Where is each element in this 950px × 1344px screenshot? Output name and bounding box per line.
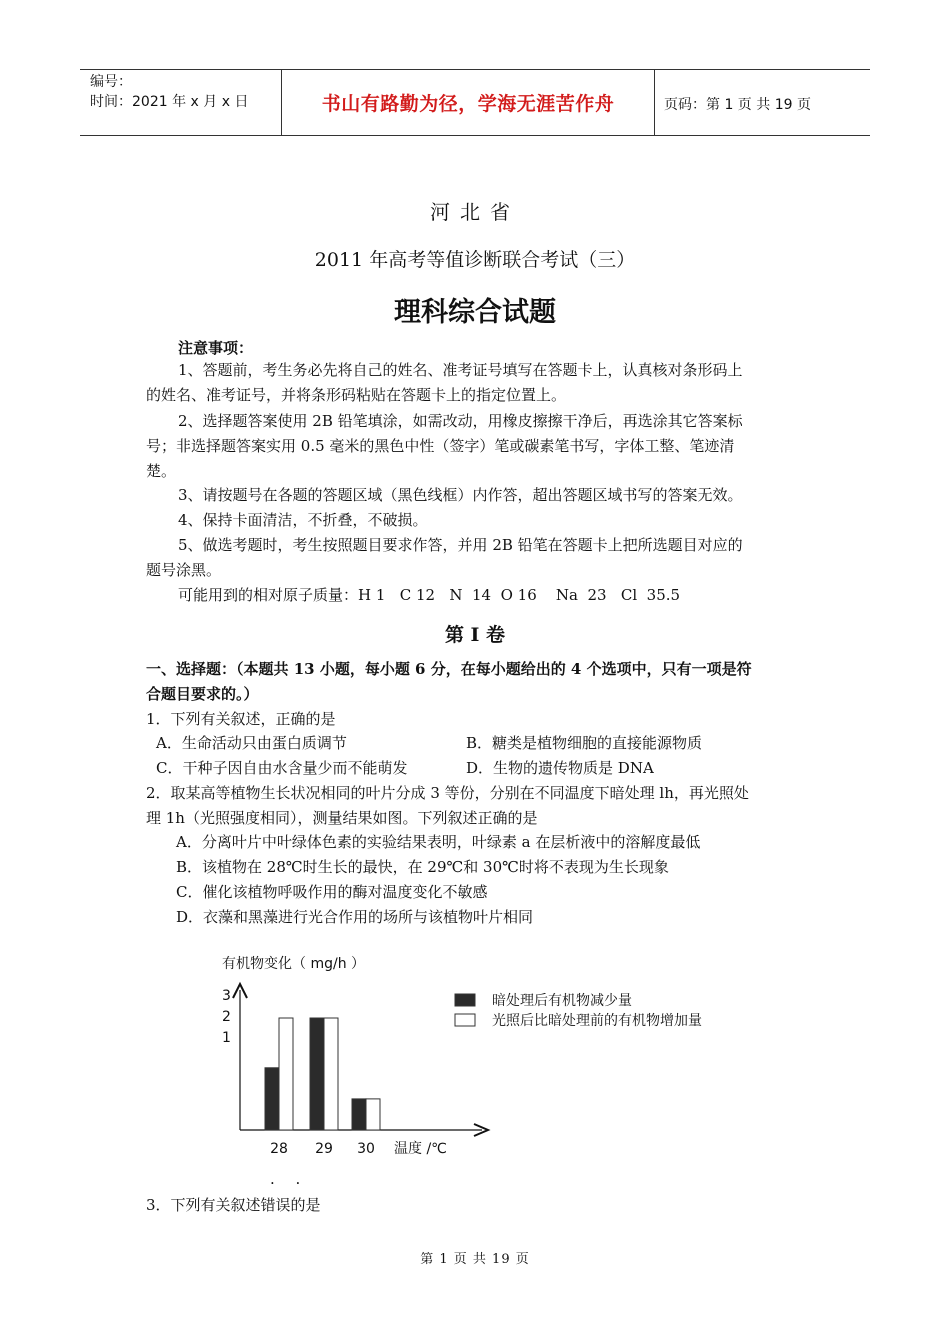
q3-stem: 3．下列有关叙述错误的是: [146, 1196, 321, 1214]
header-number-label: 编号：: [90, 74, 132, 90]
chart-y-tick-label: 2: [222, 1009, 231, 1025]
chart-x-tick-label: 30: [357, 1141, 375, 1157]
chart-ylabel: 有机物变化（ mg/h ）: [222, 956, 366, 972]
q3-emphasis-dots: . .: [270, 1170, 309, 1188]
title-subject: 理科综合试题: [394, 297, 556, 328]
section1-heading-line1: 一、选择题：（本题共 13 小题，每小题 6 分，在每小题给出的 4 个选项中，只有一项是符: [146, 660, 752, 678]
notice-item4: 4、保持卡面清洁，不折叠，不破损。: [178, 511, 428, 529]
title-province: 河北省: [430, 200, 520, 224]
chart-legend-label: 光照后比暗处理前的有机物增加量: [492, 1013, 702, 1029]
chart-bar-dark-28: [265, 1068, 279, 1130]
chart-y-tick-label: 3: [222, 988, 231, 1004]
q1-option-c: C．干种子因自由水含量少而不能萌发: [156, 759, 408, 777]
notice-item1-line1: 1、答题前，考生务必先将自己的姓名、准考证号填写在答题卡上，认真核对条形码上: [178, 361, 743, 379]
section1-heading-line2: 合题目要求的。）: [146, 685, 259, 703]
chart-bar-dark-30: [352, 1099, 366, 1130]
page-footer: 第 1 页 共 19 页: [420, 1252, 530, 1267]
header-page-label: 页码：第 1 页 共 19 页: [664, 97, 811, 113]
header-time-label: 时间：2021 年 x 月 x 日: [90, 94, 249, 110]
chart-bar-light-30: [366, 1099, 380, 1130]
chart-bar-dark-29: [310, 1018, 324, 1130]
q2-stem-line1: 2．取某高等植物生长状况相同的叶片分成 3 等份，分别在不同温度下暗处理 lh，再光照处: [146, 784, 749, 802]
notice-item5-line2: 题号涂黑。: [146, 561, 222, 579]
chart-x-tick-label: 29: [315, 1141, 333, 1157]
q1-option-d: D．生物的遗传物质是 DNA: [466, 759, 654, 777]
q1-stem: 1．下列有关叙述，正确的是: [146, 710, 336, 728]
notice-item2-line1: 2、选择题答案使用 2B 铅笔填涂，如需改动，用橡皮擦擦干净后，再选涂其它答案标: [178, 412, 743, 430]
title-exam: 2011 年高考等值诊断联合考试（三）: [314, 249, 636, 271]
notice-heading: 注意事项：: [178, 339, 254, 357]
chart-y-tick-label: 1: [222, 1030, 231, 1046]
volume-title: 第 I 卷: [444, 624, 506, 646]
notice-item2-line2: 号；非选择题答案实用 0.5 毫米的黑色中性（签字）笔或碳素笔书写，字体工整、笔迹清: [146, 437, 735, 455]
chart-bar-light-28: [279, 1018, 293, 1130]
chart-x-tick-label: 28: [270, 1141, 288, 1157]
chart-xlabel: 温度 /℃: [394, 1141, 447, 1157]
q2-option-b: B．该植物在 28℃时生长的最快，在 29℃和 30℃时将不表现为生长现象: [176, 858, 669, 876]
q1-option-b: B．糖类是植物细胞的直接能源物质: [466, 734, 703, 752]
chart-legend-label: 暗处理后有机物减少量: [492, 993, 632, 1009]
q2-stem-line2: 理 1h（光照强度相同），测量结果如图。下列叙述正确的是: [146, 809, 538, 827]
q2-option-d: D．衣藻和黑藻进行光合作用的场所与该植物叶片相同: [176, 908, 534, 926]
notice-atomic-mass: 可能用到的相对原子质量：H 1 C 12 N 14 O 16 Na 23 Cl 35.5: [178, 586, 681, 604]
chart-legend-swatch: [455, 1014, 475, 1026]
notice-item3: 3、请按题号在各题的答题区域（黑色线框）内作答，超出答题区域书写的答案无效。: [178, 486, 743, 504]
notice-item1-line2: 的姓名、准考证号，并将条形码粘贴在答题卡上的指定位置上。: [146, 386, 567, 404]
notice-item5-line1: 5、做选考题时，考生按照题目要求作答，并用 2B 铅笔在答题卡上把所选题目对应的: [178, 536, 743, 554]
chart-bar-light-29: [324, 1018, 338, 1130]
q1-option-a: A．生命活动只由蛋白质调节: [156, 734, 347, 752]
header-motto: 书山有路勤为径，学海无涯苦作舟: [321, 92, 615, 115]
q2-option-a: A．分离叶片中叶绿体色素的实验结果表明，叶绿素 a 在层析液中的溶解度最低: [176, 833, 701, 851]
chart-legend-swatch: [455, 994, 475, 1006]
q2-option-c: C．催化该植物呼吸作用的酶对温度变化不敏感: [176, 883, 488, 901]
notice-item2-line3: 楚。: [146, 462, 177, 480]
